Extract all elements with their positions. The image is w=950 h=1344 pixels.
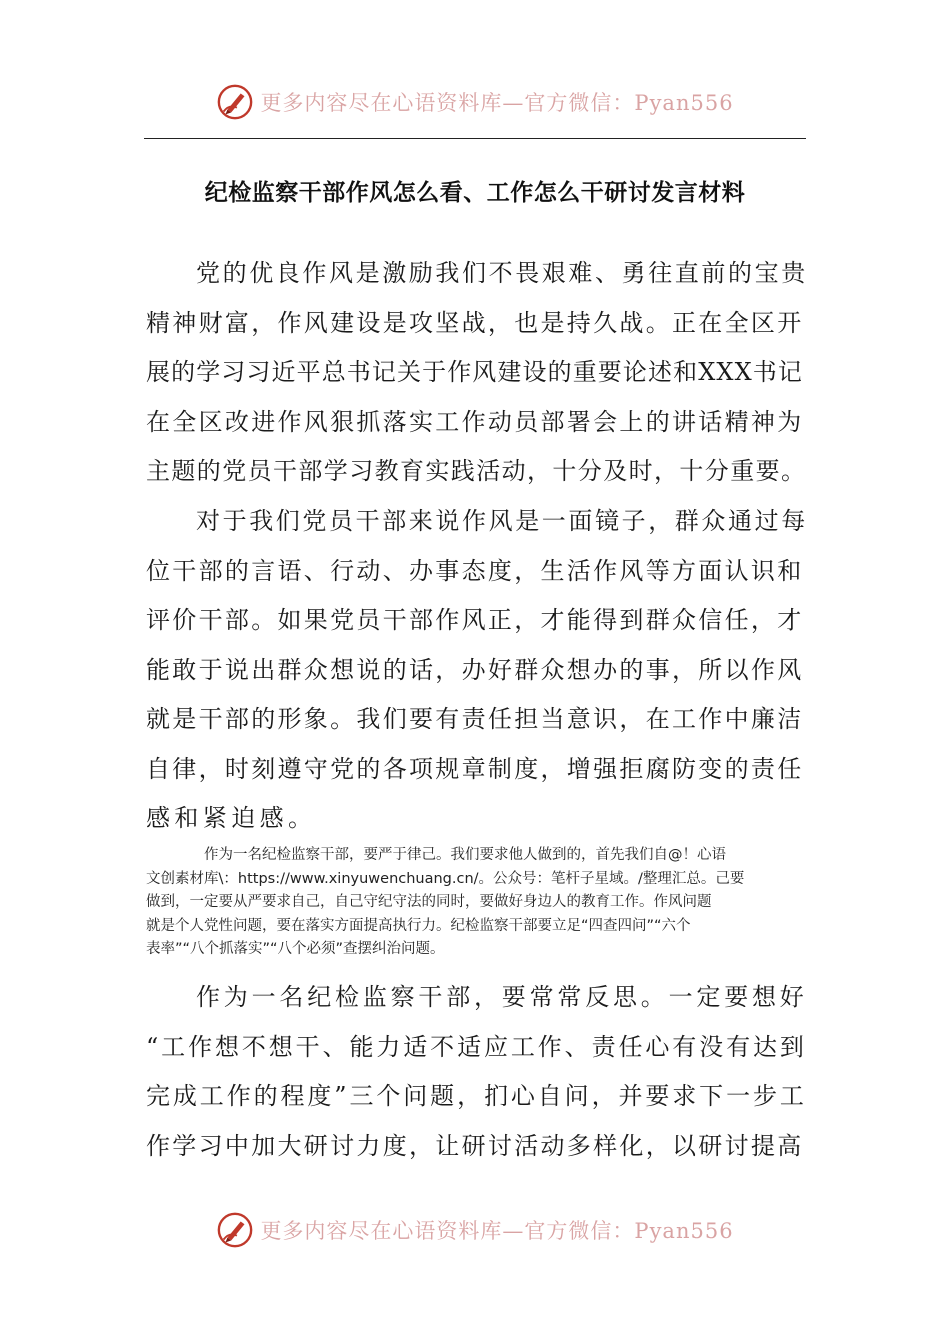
text-line: 党的优良作风是激励我们不畏艰难、勇往直前的宝贵 (196, 259, 808, 287)
document-title: 纪检监察干部作风怎么看、工作怎么干研讨发言材料 (204, 180, 746, 206)
text-line: 在全区改进作风狠抓落实工作动员部署会上的讲话精神为 (146, 407, 804, 436)
banner-text: 更多内容尽在心语资料库—官方微信：Pyan556 (260, 91, 734, 115)
text-line: 感和紧迫感。 (146, 804, 317, 832)
text-line: 作为一名纪检监察干部，要严于律己。我们要求他人做到的，首先我们自@！心语 (204, 847, 726, 863)
header-watermark-banner (0, 78, 950, 126)
text-line: 主题的党员干部学习教育实践活动，十分及时，十分重要。 (146, 457, 807, 485)
text-line: 完成工作的程度”三个问题，扪心自问，并要求下一步工 (146, 1082, 807, 1110)
text-line: 做到，一定要从严要求自己，自己守纪守法的同时，要做好身边人的教育工作。作风问题 (146, 894, 712, 910)
paragraph-1 (146, 249, 806, 497)
text-line: 能敢于说出群众想说的话，办好群众想办的事，所以作风 (146, 655, 804, 684)
text-line: 展的学习习近平总书记关于作风建设的重要论述和XXX书记 (146, 358, 803, 386)
text-line: “工作想不想干、能力适不适应工作、责任心有没有达到 (146, 1032, 807, 1061)
text-line: 作学习中加大研讨力度，让研讨活动多样化，以研讨提高 (146, 1131, 804, 1160)
paragraph-2 (146, 497, 806, 844)
text-line: 文创素材库\：https://www.xinyuwenchuang.cn/。公众号：笔杆子星域。/整理汇总。己要 (146, 870, 745, 887)
text-line: 就是个人党性问题，要在落实方面提高执行力。纪检监察干部要立足“四查四问”“六个 (146, 917, 691, 934)
text-line: 自律，时刻遵守党的各项规章制度，增强拒腐防变的责任 (146, 754, 804, 783)
text-line: 表率”“八个抓落实”“八个必须”查摆纠治问题。 (146, 941, 445, 957)
banner-text: 更多内容尽在心语资料库—官方微信：Pyan556 (260, 1219, 734, 1243)
text-line: 作为一名纪检监察干部，要常常反思。一定要想好 (196, 983, 808, 1011)
text-line: 就是干部的形象。我们要有责任担当意识，在工作中廉洁 (146, 705, 804, 733)
footer-watermark-banner (0, 1206, 950, 1254)
text-line: 精神财富，作风建设是攻坚战，也是持久战。正在全区开 (146, 308, 804, 337)
pen-circle-icon (216, 83, 254, 121)
text-line: 对于我们党员干部来说作风是一面镜子，群众通过每 (196, 507, 808, 535)
text-line: 评价干部。如果党员干部作风正，才能得到群众信任，才 (146, 606, 804, 634)
paragraph-3-small (146, 844, 806, 962)
header-divider (144, 138, 806, 139)
paragraph-4 (146, 973, 806, 1171)
pen-circle-icon (216, 1211, 254, 1249)
text-line: 位干部的言语、行动、办事态度，生活作风等方面认识和 (146, 556, 804, 585)
